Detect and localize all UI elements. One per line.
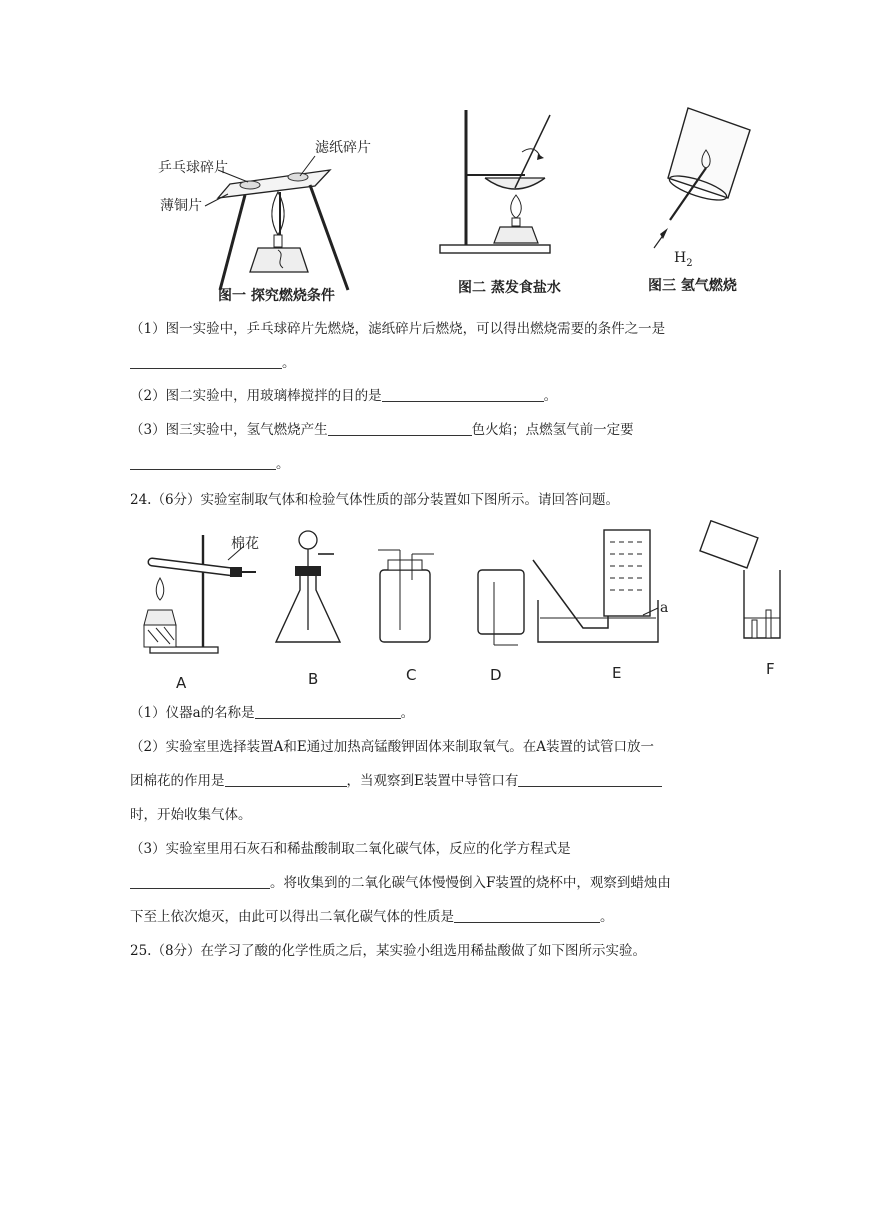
q24-apparatus-figure	[138, 520, 798, 690]
apparatus-label-e: E	[612, 664, 622, 682]
q23-part3: （3）图三实验中，氢气燃烧产生 色火焰；点燃氢气前一定要	[130, 422, 634, 438]
answer-blank[interactable]	[518, 772, 662, 787]
apparatus-f	[700, 521, 780, 638]
apparatus-d	[478, 570, 524, 645]
answer-blank[interactable]	[130, 874, 270, 889]
q25-stem: 25.（8分）在学习了酸的化学性质之后，某实验小组选用稀盐酸做了如下图所示实验。	[130, 943, 647, 959]
top-figure	[140, 100, 780, 310]
answer-blank[interactable]	[454, 908, 600, 923]
figure-1-burning-conditions	[158, 139, 371, 304]
q23-part3-answer-line: 。	[130, 454, 290, 474]
apparatus-label-a: A	[176, 674, 187, 690]
q24-stem: 24.（6分）实验室制取气体和检验气体性质的部分装置如下图所示。请回答问题。	[130, 492, 620, 508]
label-pingpong-fragments: 乒乓球碎片	[158, 160, 228, 176]
figure-3-hydrogen-burning	[648, 108, 750, 294]
answer-blank[interactable]	[130, 354, 282, 369]
label-a: a	[660, 600, 669, 616]
q24-part2-line1: （2）实验室里选择装置A和E通过加热高锰酸钾固体来制取氧气。在A装置的试管口放一	[130, 739, 654, 755]
q24-part3-line3: 下至上依次熄灭，由此可以得出二氧化碳气体的性质是 。	[130, 909, 614, 925]
apparatus-e	[533, 530, 668, 642]
q24-part3-line1: （3）实验室里用石灰石和稀盐酸制取二氧化碳气体，反应的化学方程式是	[130, 841, 571, 857]
label-filter-paper-fragments: 滤纸碎片	[315, 140, 371, 156]
answer-blank[interactable]	[255, 704, 401, 719]
hydrogen-formula: $H_2$	[674, 250, 693, 269]
answer-blank[interactable]	[382, 387, 544, 402]
q23-part1: （1）图一实验中，乒乓球碎片先燃烧，滤纸碎片后燃烧，可以得出燃烧需要的条件之一是	[130, 321, 666, 337]
figure-2-caption: 图二 蒸发食盐水	[458, 280, 561, 296]
q24-part3-line2: 。将收集到的二氧化碳气体慢慢倒入F装置的烧杯中，观察到蜡烛由	[130, 873, 671, 893]
apparatus-a	[144, 535, 259, 653]
q24-part1: （1）仪器a的名称是 。	[130, 705, 415, 721]
q23-part1-answer-line: 。	[130, 353, 296, 373]
answer-blank[interactable]	[225, 772, 347, 787]
answer-blank[interactable]	[328, 421, 472, 436]
q24-part2-line2: 团棉花的作用是 ，当观察到E装置中导管口有	[130, 771, 662, 791]
figure-2-evaporate-salt-water	[440, 110, 561, 296]
label-copper-sheet: 薄铜片	[160, 198, 202, 214]
apparatus-label-b: B	[308, 670, 319, 688]
q24-part2-line3: 时，开始收集气体。	[130, 807, 252, 823]
apparatus-label-f: F	[766, 660, 775, 678]
apparatus-label-d: D	[490, 666, 502, 684]
figure-1-caption: 图一 探究燃烧条件	[218, 288, 335, 304]
q23-part2: （2）图二实验中，用玻璃棒搅拌的目的是 。	[130, 388, 558, 404]
apparatus-b	[276, 531, 340, 642]
label-cotton: 棉花	[231, 536, 259, 552]
apparatus-label-c: C	[406, 666, 417, 684]
answer-blank[interactable]	[130, 455, 276, 470]
apparatus-c	[378, 550, 434, 642]
figure-3-caption: 图三 氢气燃烧	[648, 278, 737, 294]
